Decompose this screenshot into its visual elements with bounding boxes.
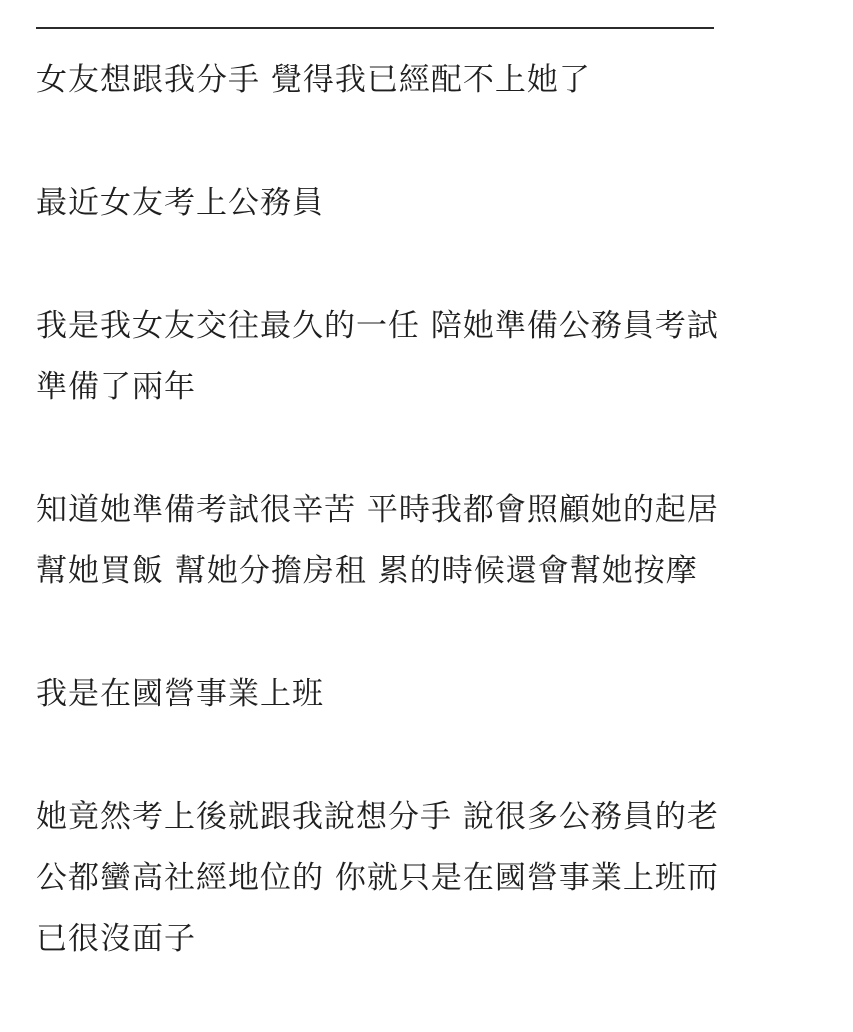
paragraph-2 <box>36 173 826 234</box>
paragraph-4 <box>36 480 826 602</box>
text-line: 女友想跟我分手 覺得我已經配不上她了 <box>36 62 591 98</box>
text-line: 最近女友考上公務員 <box>36 185 324 221</box>
paragraph-3 <box>36 296 826 418</box>
text-line: 已很沒面子 <box>36 921 196 957</box>
paragraph-1 <box>36 50 826 111</box>
paragraph-5 <box>36 664 826 725</box>
text-line: 知道她準備考試很辛苦 平時我都會照顧她的起居 <box>36 492 719 528</box>
post-body <box>36 50 826 1032</box>
text-line: 她竟然考上後就跟我說想分手 說很多公務員的老 <box>36 799 719 835</box>
text-line: 我是在國營事業上班 <box>36 676 324 712</box>
divider-line <box>36 27 714 29</box>
text-line: 公都蠻高社經地位的 你就只是在國營事業上班而 <box>36 860 719 896</box>
text-line: 我是我女友交往最久的一任 陪她準備公務員考試 <box>36 308 719 344</box>
text-line: 幫她買飯 幫她分擔房租 累的時候還會幫她按摩 <box>36 553 698 589</box>
text-line: 準備了兩年 <box>36 369 196 405</box>
paragraph-6 <box>36 787 826 970</box>
